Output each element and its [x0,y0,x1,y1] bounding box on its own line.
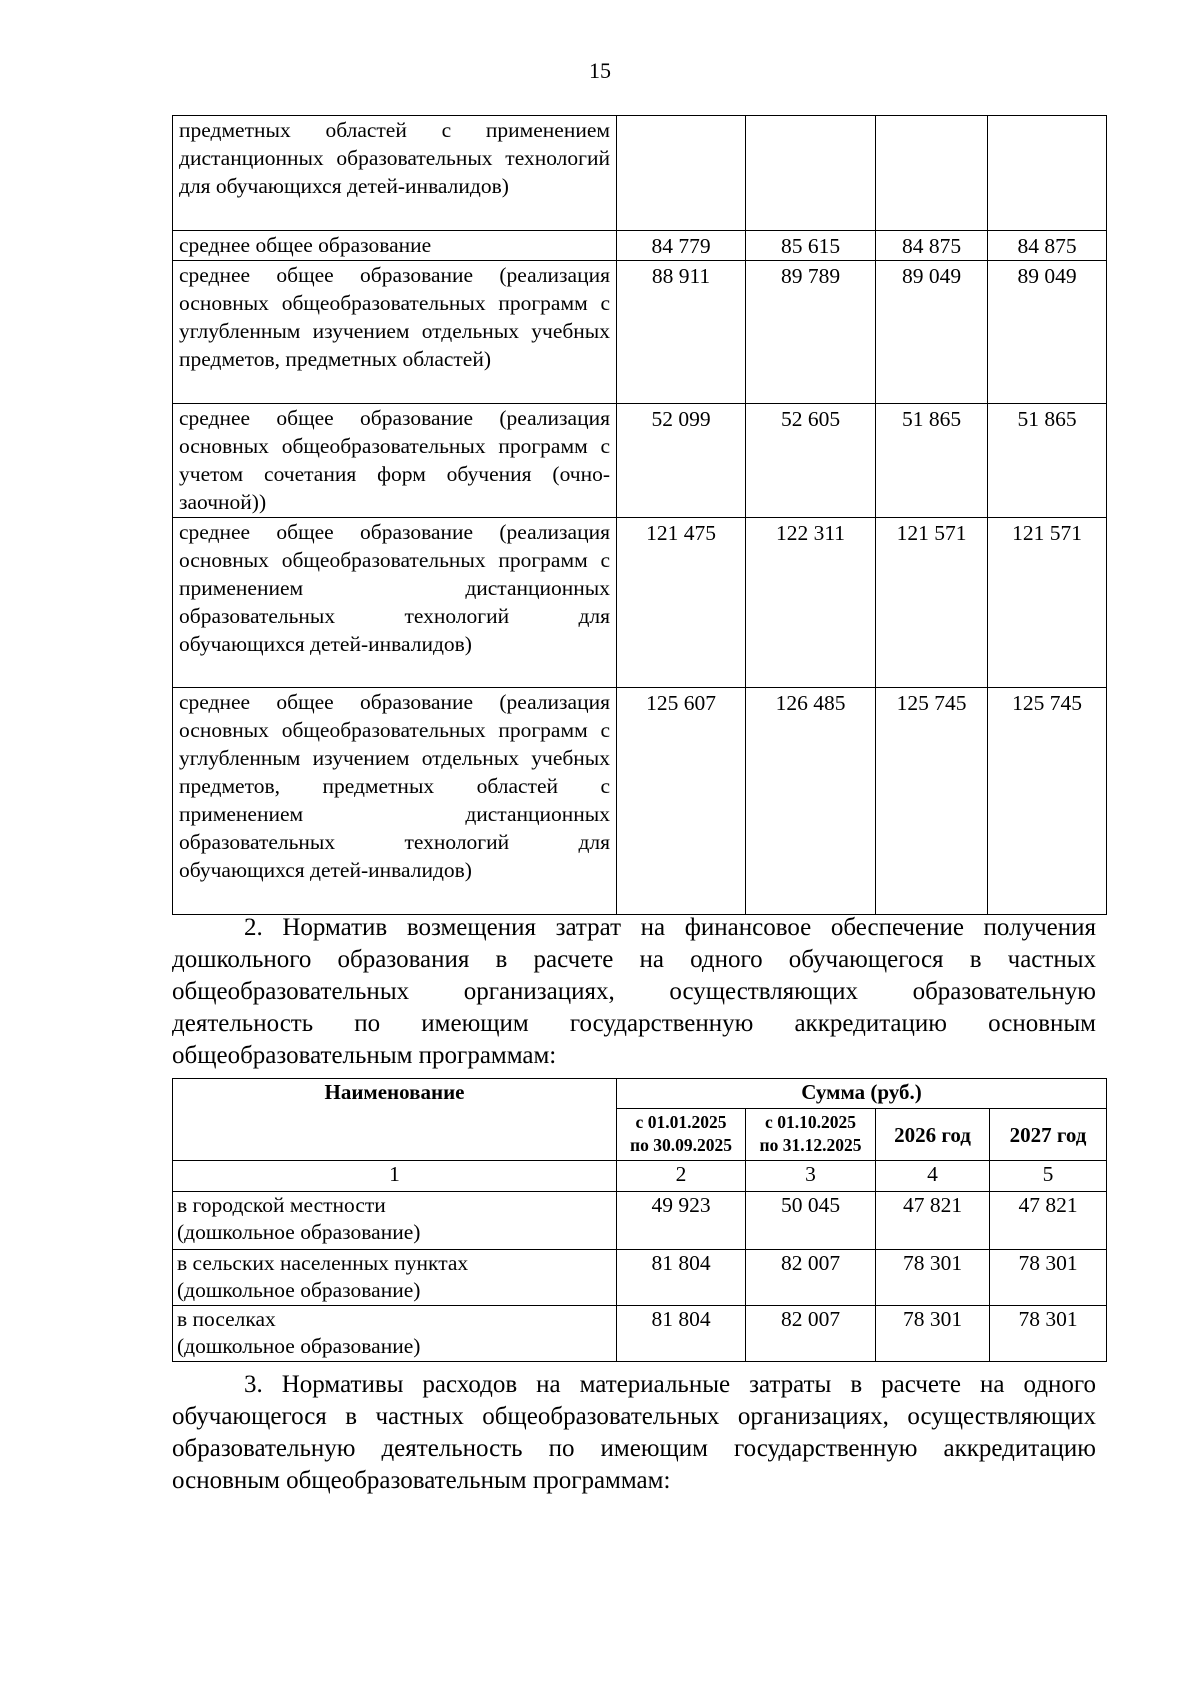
table-row [173,261,1107,404]
value-cell: 121 475 [617,518,746,688]
value-cell: 78 301 [990,1306,1107,1362]
value-cell: 84 875 [988,231,1107,261]
column-number: 5 [990,1161,1107,1192]
row-name-line-1: в городской местности [177,1193,386,1217]
header-period-1 [617,1109,746,1161]
value-cell: 52 099 [617,404,746,518]
value-cell: 47 821 [990,1192,1107,1250]
value-cell [617,116,746,231]
row-name-line-2: (дошкольное образование) [177,1334,421,1358]
table-row [173,518,1107,688]
header-year-2026: 2026 год [876,1109,990,1161]
value-cell: 121 571 [988,518,1107,688]
column-number: 3 [746,1161,876,1192]
table-row [173,116,1107,231]
value-cell: 88 911 [617,261,746,404]
column-number: 4 [876,1161,990,1192]
table-row [173,1250,1107,1306]
header-period-1-from: с 01.01.2025 [635,1112,727,1132]
row-name [173,1306,617,1362]
header-period-2-to: по 31.12.2025 [759,1135,862,1155]
row-name-line-2: (дошкольное образование) [177,1278,421,1302]
value-cell: 122 311 [746,518,876,688]
paragraph-2-text: 2. Норматив возмещения затрат на финансовое обеспечение получения дошкольного образования в расчете на одного обучающегося в частных общеобразовательных организациях, осуществляющих образовательную деятельность по имеющим государственную аккредитацию основным общеобразовательным программам: [172,914,1096,1069]
value-cell: 81 804 [617,1306,746,1362]
table-header-row [173,1079,1107,1109]
row-name: предметных областей с применением дистанционных образовательных технологий для обучающихся детей-инвалидов) [173,116,617,231]
row-name [173,1192,617,1250]
header-name: Наименование [173,1079,617,1161]
row-name-line-1: в поселках [177,1307,276,1331]
expense-norms-table-continued [172,115,1107,915]
value-cell: 52 605 [746,404,876,518]
value-cell: 84 875 [876,231,988,261]
paragraph-3-text: 3. Нормативы расходов на материальные затраты в расчете на одного обучающегося в частных общеобразовательных организациях, осуществляющих образовательную деятельность по имеющим государственную аккредитацию основным общеобразовательным программам: [172,1371,1096,1494]
paragraph-3 [172,1369,1096,1497]
table-row [173,688,1107,915]
value-cell: 89 049 [876,261,988,404]
preschool-compensation-table [172,1078,1107,1362]
value-cell: 78 301 [990,1250,1107,1306]
column-number: 1 [173,1161,617,1192]
value-cell: 125 607 [617,688,746,915]
value-cell: 121 571 [876,518,988,688]
table-row [173,404,1107,518]
paragraph-2 [172,912,1096,1072]
value-cell: 126 485 [746,688,876,915]
header-sum: Сумма (руб.) [617,1079,1107,1109]
row-name [173,1250,617,1306]
value-cell [988,116,1107,231]
column-number: 2 [617,1161,746,1192]
row-name: среднее общее образование (реализация основных общеобразовательных программ с учетом сочетания форм обучения (очно-заочной)) [173,404,617,518]
value-cell: 85 615 [746,231,876,261]
row-name-line-2: (дошкольное образование) [177,1220,421,1244]
value-cell [876,116,988,231]
table-row [173,1192,1107,1250]
table-row [173,231,1107,261]
value-cell [746,116,876,231]
page-number: 15 [589,58,611,83]
row-name: среднее общее образование (реализация основных общеобразовательных программ с углубленным изучением отдельных учебных предметов, предметных областей) [173,261,617,404]
value-cell: 49 923 [617,1192,746,1250]
header-period-2-from: с 01.10.2025 [765,1112,856,1132]
value-cell: 47 821 [876,1192,990,1250]
value-cell: 84 779 [617,231,746,261]
column-number-row [173,1161,1107,1192]
row-name: среднее общее образование (реализация основных общеобразовательных программ с углубленным изучением отдельных учебных предметов, предметных областей с применением дистанционных образовательных технологий для обучающихся детей-инвалидов) [173,688,617,915]
row-name: среднее общее образование (реализация основных общеобразовательных программ с применением дистанционных образовательных технологий для обучающихся детей-инвалидов) [173,518,617,688]
value-cell: 78 301 [876,1306,990,1362]
value-cell: 82 007 [746,1306,876,1362]
value-cell: 51 865 [876,404,988,518]
row-name-line-1: в сельских населенных пунктах [177,1251,469,1275]
value-cell: 82 007 [746,1250,876,1306]
value-cell: 89 789 [746,261,876,404]
header-period-1-to: по 30.09.2025 [630,1135,732,1155]
value-cell: 125 745 [876,688,988,915]
value-cell: 51 865 [988,404,1107,518]
value-cell: 81 804 [617,1250,746,1306]
value-cell: 78 301 [876,1250,990,1306]
value-cell: 50 045 [746,1192,876,1250]
header-year-2027: 2027 год [990,1109,1107,1161]
value-cell: 89 049 [988,261,1107,404]
row-name: среднее общее образование [173,231,617,261]
value-cell: 125 745 [988,688,1107,915]
table-row [173,1306,1107,1362]
header-period-2 [746,1109,876,1161]
